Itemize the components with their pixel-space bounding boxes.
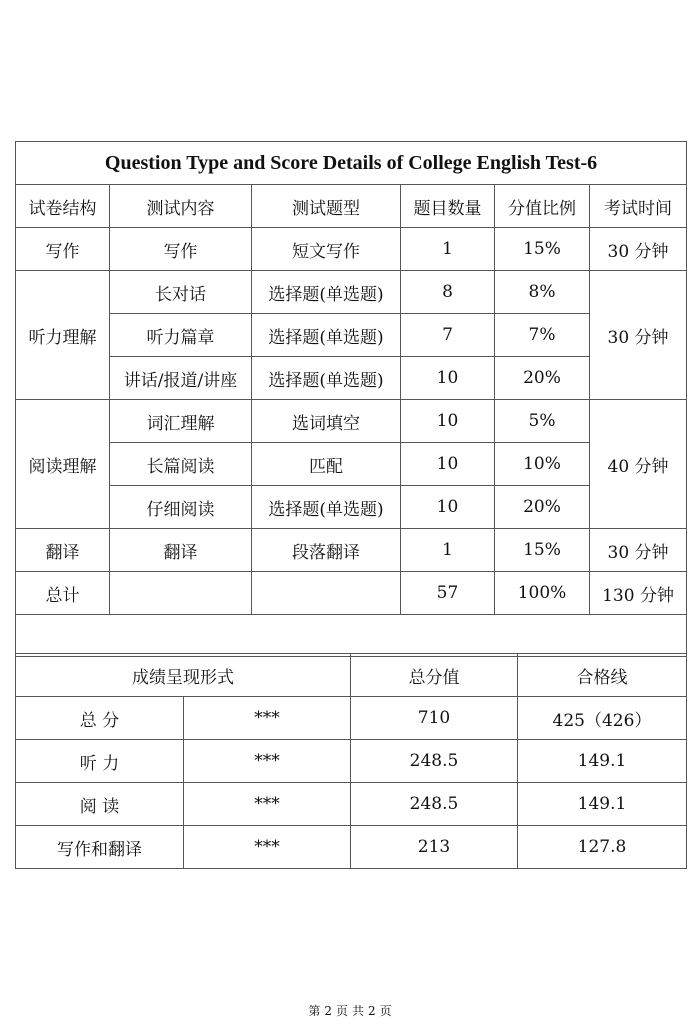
type-cell: 选择题(单选题) xyxy=(252,357,401,400)
score-value-cell: 248.5 xyxy=(351,740,518,783)
section-cell: 阅读理解 xyxy=(16,400,110,529)
footer-word: 第 xyxy=(308,1004,321,1018)
type-cell: 选词填空 xyxy=(252,400,401,443)
content-cell: 仔细阅读 xyxy=(110,486,252,529)
count-cell: 10 xyxy=(401,357,495,400)
ratio-cell: 8% xyxy=(495,271,590,314)
header-cell: 考试时间 xyxy=(590,185,687,228)
page-footer xyxy=(0,1002,700,1019)
type-cell: 选择题(单选题) xyxy=(252,271,401,314)
ratio-cell: 5% xyxy=(495,400,590,443)
footer-word: 页 xyxy=(335,1004,348,1018)
score-pass-cell: 149.1 xyxy=(518,783,687,826)
score-name-cell: 阅 读 xyxy=(16,783,184,826)
header-cell: 测试内容 xyxy=(110,185,252,228)
count-cell: 1 xyxy=(401,228,495,271)
type-cell: 选择题(单选题) xyxy=(252,486,401,529)
ratio-cell: 15% xyxy=(495,228,590,271)
score-name-cell: 听 力 xyxy=(16,740,184,783)
content-cell: 翻译 xyxy=(110,529,252,572)
content-cell xyxy=(110,572,252,615)
time-cell: 40 分钟 xyxy=(590,400,687,529)
score-row xyxy=(16,826,687,869)
type-cell: 段落翻译 xyxy=(252,529,401,572)
content-cell: 听力篇章 xyxy=(110,314,252,357)
time-cell: 30 分钟 xyxy=(590,271,687,400)
header-cell: 总分值 xyxy=(351,654,518,697)
score-name-cell: 总 分 xyxy=(16,697,184,740)
spacer-cell xyxy=(16,615,687,657)
type-cell: 选择题(单选题) xyxy=(252,314,401,357)
ratio-cell: 100% xyxy=(495,572,590,615)
score-row xyxy=(16,740,687,783)
listening-row xyxy=(16,271,687,314)
score-name-cell: 写作和翻译 xyxy=(16,826,184,869)
type-cell: 匹配 xyxy=(252,443,401,486)
ratio-cell: 15% xyxy=(495,529,590,572)
score-mark-cell: *** xyxy=(184,826,351,869)
writing-row xyxy=(16,228,687,271)
spacer-row xyxy=(16,615,687,657)
ratio-cell: 20% xyxy=(495,357,590,400)
count-cell: 57 xyxy=(401,572,495,615)
header-cell: 合格线 xyxy=(518,654,687,697)
score-row xyxy=(16,783,687,826)
listening-row xyxy=(16,314,687,357)
content-cell: 词汇理解 xyxy=(110,400,252,443)
content-cell: 长篇阅读 xyxy=(110,443,252,486)
content-cell: 长对话 xyxy=(110,271,252,314)
content-cell: 写作 xyxy=(110,228,252,271)
section-cell: 翻译 xyxy=(16,529,110,572)
score-mark-cell: *** xyxy=(184,783,351,826)
count-cell: 7 xyxy=(401,314,495,357)
score-pass-cell: 127.8 xyxy=(518,826,687,869)
score-row xyxy=(16,697,687,740)
section-cell: 总计 xyxy=(16,572,110,615)
header-cell: 成绩呈现形式 xyxy=(16,654,351,697)
footer-word: 页 xyxy=(379,1004,392,1018)
header-cell: 分值比例 xyxy=(495,185,590,228)
time-cell: 130 分钟 xyxy=(590,572,687,615)
time-cell: 30 分钟 xyxy=(590,529,687,572)
content-cell: 讲话/报道/讲座 xyxy=(110,357,252,400)
header-cell: 测试题型 xyxy=(252,185,401,228)
time-cell: 30 分钟 xyxy=(590,228,687,271)
translation-row xyxy=(16,529,687,572)
count-cell: 1 xyxy=(401,529,495,572)
footer-word: 共 xyxy=(352,1004,365,1018)
score-header-row xyxy=(16,654,687,697)
type-cell: 短文写作 xyxy=(252,228,401,271)
table-title: Question Type and Score Details of College English Test-6 xyxy=(16,142,687,185)
score-pass-cell: 425（426） xyxy=(518,697,687,740)
score-mark-cell: *** xyxy=(184,740,351,783)
ratio-cell: 20% xyxy=(495,486,590,529)
score-pass-cell: 149.1 xyxy=(518,740,687,783)
header-cell: 题目数量 xyxy=(401,185,495,228)
reading-row xyxy=(16,400,687,443)
page-number: 2 xyxy=(324,1004,332,1018)
score-table xyxy=(15,653,687,869)
ratio-cell: 7% xyxy=(495,314,590,357)
score-value-cell: 213 xyxy=(351,826,518,869)
count-cell: 10 xyxy=(401,443,495,486)
section-cell: 听力理解 xyxy=(16,271,110,400)
reading-row xyxy=(16,486,687,529)
header-row xyxy=(16,185,687,228)
listening-row xyxy=(16,357,687,400)
score-value-cell: 248.5 xyxy=(351,783,518,826)
score-mark-cell: *** xyxy=(184,697,351,740)
header-cell: 试卷结构 xyxy=(16,185,110,228)
count-cell: 10 xyxy=(401,400,495,443)
count-cell: 8 xyxy=(401,271,495,314)
question-type-table xyxy=(15,141,687,657)
score-value-cell: 710 xyxy=(351,697,518,740)
total-row xyxy=(16,572,687,615)
section-cell: 写作 xyxy=(16,228,110,271)
type-cell xyxy=(252,572,401,615)
reading-row xyxy=(16,443,687,486)
count-cell: 10 xyxy=(401,486,495,529)
ratio-cell: 10% xyxy=(495,443,590,486)
page-total: 2 xyxy=(368,1004,376,1018)
